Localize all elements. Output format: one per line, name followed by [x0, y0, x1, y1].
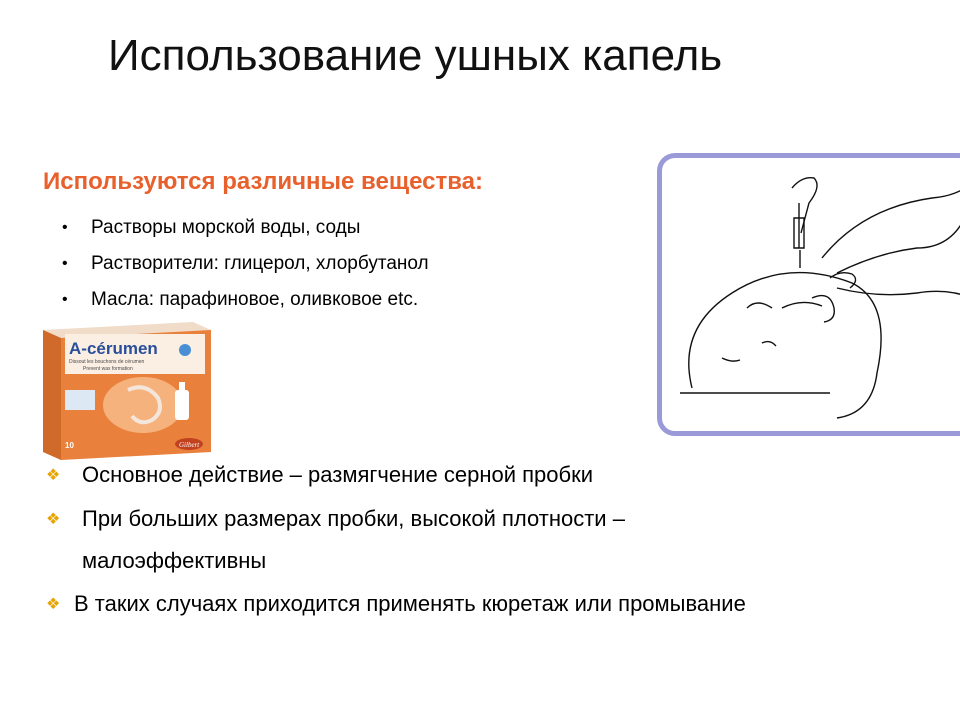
point-text: Основное действие – размягчение серной пробки — [82, 462, 594, 487]
point-text: малоэффективны — [82, 548, 267, 573]
list-item-continuation — [82, 548, 266, 574]
bullet-icon: • — [62, 219, 68, 236]
list-item — [46, 506, 625, 532]
list-item — [62, 246, 429, 282]
bullet-icon: • — [62, 255, 68, 272]
list-item-text: Масла: парафиновое, оливковое etc. — [91, 289, 419, 310]
list-item — [46, 462, 593, 488]
point-text: В таких случаях приходится применять кюретаж или промывание — [74, 591, 746, 616]
product-box-image — [43, 320, 213, 460]
diamond-bullet-icon: ❖ — [46, 511, 61, 528]
product-subtext-1: Dissout les bouchons de cérumen — [69, 359, 145, 365]
product-count: 10 — [65, 441, 74, 450]
section-heading: Используются различные вещества: — [43, 168, 483, 195]
diamond-bullet-icon: ❖ — [46, 596, 61, 613]
list-item-text: Растворы морской воды, соды — [91, 217, 361, 238]
substances-list — [62, 210, 429, 318]
list-item-text: Растворители: глицерол, хлорбутанол — [91, 253, 429, 274]
product-subtext-2: Prevent wax formation — [83, 366, 133, 372]
ear-drops-illustration — [657, 153, 960, 436]
bullet-icon: • — [62, 291, 68, 308]
point-text: При больших размерах пробки, высокой плотности – — [82, 506, 625, 531]
slide-title: Использование ушных капель — [108, 31, 723, 80]
list-item — [46, 591, 746, 617]
list-item — [62, 210, 429, 246]
list-item — [62, 282, 429, 318]
product-brand: A-cérumen — [69, 339, 158, 358]
product-maker: Gilbert — [179, 441, 200, 449]
diamond-bullet-icon: ❖ — [46, 467, 61, 484]
